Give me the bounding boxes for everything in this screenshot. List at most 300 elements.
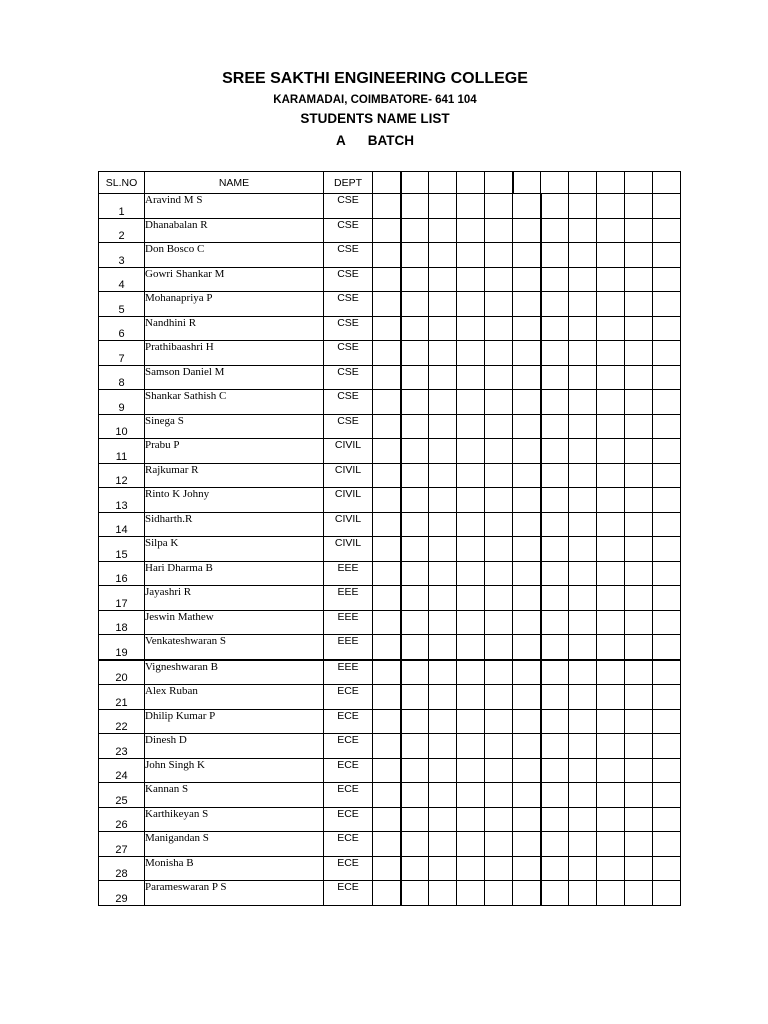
sl-no-cell: 2 [99,218,145,243]
dept-cell: ECE [324,881,373,906]
blank-cell [373,635,401,660]
blank-cell [541,783,569,808]
blank-cell [597,194,625,219]
blank-cell [457,512,485,537]
blank-cell [569,365,597,390]
blank-cell [373,709,401,734]
dept-cell: ECE [324,709,373,734]
blank-cell [653,709,681,734]
blank-cell [457,807,485,832]
sl-no-cell: 26 [99,807,145,832]
student-name-cell: Gowri Shankar M [145,267,324,292]
blank-cell [653,561,681,586]
blank-header-cell [485,172,513,194]
blank-cell [625,390,653,415]
blank-cell [513,194,541,219]
blank-cell [457,341,485,366]
table-row [99,856,681,881]
blank-cell [569,267,597,292]
dept-cell: CSE [324,390,373,415]
blank-cell [597,635,625,660]
blank-cell [513,463,541,488]
student-name-cell: Samson Daniel M [145,365,324,390]
blank-cell [401,856,429,881]
table-row [99,561,681,586]
sl-no-cell: 9 [99,390,145,415]
blank-cell [429,807,457,832]
student-name-cell: Sinega S [145,414,324,439]
student-name-cell: Vigneshwaran B [145,660,324,685]
blank-cell [541,537,569,562]
blank-cell [373,390,401,415]
blank-cell [513,218,541,243]
blank-cell [625,881,653,906]
blank-cell [485,807,513,832]
blank-cell [429,660,457,685]
blank-header-cell [541,172,569,194]
blank-cell [513,586,541,611]
blank-cell [541,439,569,464]
blank-cell [457,586,485,611]
column-header-dept: DEPT [324,172,373,194]
sl-no-cell: 28 [99,856,145,881]
blank-cell [569,685,597,710]
blank-cell [429,537,457,562]
student-name-cell: Shankar Sathish C [145,390,324,415]
blank-cell [541,365,569,390]
blank-cell [457,709,485,734]
blank-cell [513,365,541,390]
table-row [99,316,681,341]
sl-no-cell: 16 [99,561,145,586]
blank-cell [653,292,681,317]
table-row [99,635,681,660]
blank-cell [569,512,597,537]
blank-cell [653,488,681,513]
blank-cell [653,439,681,464]
batch-word: BATCH [367,133,414,148]
blank-cell [373,685,401,710]
blank-cell [457,856,485,881]
students-table [98,171,681,906]
blank-cell [457,660,485,685]
blank-cell [485,832,513,857]
blank-cell [569,390,597,415]
blank-cell [401,512,429,537]
blank-cell [373,243,401,268]
blank-cell [485,561,513,586]
blank-cell [485,267,513,292]
blank-cell [513,488,541,513]
blank-cell [401,881,429,906]
blank-cell [485,365,513,390]
sl-no-cell: 19 [99,635,145,660]
blank-cell [597,292,625,317]
dept-cell: EEE [324,561,373,586]
sl-no-cell: 3 [99,243,145,268]
blank-cell [653,414,681,439]
blank-cell [485,488,513,513]
blank-cell [485,292,513,317]
blank-cell [597,561,625,586]
blank-cell [597,881,625,906]
blank-cell [569,783,597,808]
blank-cell [401,243,429,268]
blank-cell [653,881,681,906]
blank-cell [625,685,653,710]
dept-cell: CIVIL [324,439,373,464]
blank-cell [569,635,597,660]
blank-cell [429,685,457,710]
blank-cell [429,365,457,390]
blank-cell [569,561,597,586]
blank-cell [513,783,541,808]
blank-cell [401,316,429,341]
blank-cell [597,243,625,268]
blank-cell [485,685,513,710]
blank-cell [401,341,429,366]
blank-cell [457,832,485,857]
sl-no-cell: 14 [99,512,145,537]
blank-cell [373,488,401,513]
blank-cell [569,856,597,881]
blank-cell [625,316,653,341]
table-row [99,194,681,219]
dept-cell: CSE [324,243,373,268]
blank-cell [541,832,569,857]
blank-cell [569,610,597,635]
table-row [99,512,681,537]
sl-no-cell: 6 [99,316,145,341]
blank-cell [429,218,457,243]
blank-cell [541,463,569,488]
blank-cell [653,832,681,857]
blank-cell [653,660,681,685]
blank-cell [541,194,569,219]
blank-cell [485,783,513,808]
blank-cell [625,807,653,832]
student-name-cell: Prabu P [145,439,324,464]
blank-cell [429,561,457,586]
blank-cell [625,218,653,243]
table-row [99,218,681,243]
blank-cell [569,243,597,268]
dept-cell: CIVIL [324,512,373,537]
table-row [99,881,681,906]
blank-cell [401,561,429,586]
blank-cell [429,512,457,537]
dept-cell: ECE [324,685,373,710]
blank-cell [485,463,513,488]
sl-no-cell: 18 [99,610,145,635]
student-name-cell: Jeswin Mathew [145,610,324,635]
blank-cell [513,316,541,341]
blank-cell [569,463,597,488]
sl-no-cell: 4 [99,267,145,292]
table-row [99,586,681,611]
blank-cell [485,709,513,734]
blank-cell [653,586,681,611]
blank-cell [541,292,569,317]
blank-header-cell [373,172,401,194]
blank-cell [513,881,541,906]
blank-cell [401,586,429,611]
blank-cell [429,292,457,317]
blank-cell [401,635,429,660]
table-row [99,243,681,268]
table-row [99,832,681,857]
table-row [99,341,681,366]
student-name-cell: Karthikeyan S [145,807,324,832]
blank-cell [569,316,597,341]
blank-cell [485,341,513,366]
blank-cell [485,243,513,268]
blank-cell [597,512,625,537]
blank-cell [457,316,485,341]
blank-cell [541,758,569,783]
blank-cell [485,758,513,783]
blank-cell [541,709,569,734]
blank-cell [597,758,625,783]
blank-cell [541,586,569,611]
blank-cell [597,463,625,488]
blank-cell [569,660,597,685]
blank-cell [513,439,541,464]
student-name-cell: Sidharth.R [145,512,324,537]
blank-cell [457,881,485,906]
student-name-cell: Dhilip Kumar P [145,709,324,734]
blank-cell [625,414,653,439]
batch-line [0,130,750,152]
dept-cell: EEE [324,610,373,635]
student-name-cell: Don Bosco C [145,243,324,268]
dept-cell: EEE [324,586,373,611]
blank-cell [373,194,401,219]
table-row [99,292,681,317]
student-name-cell: Jayashri R [145,586,324,611]
blank-cell [401,807,429,832]
blank-header-cell [569,172,597,194]
blank-cell [429,709,457,734]
table-header-row [99,172,681,194]
table-row [99,390,681,415]
dept-cell: EEE [324,635,373,660]
blank-cell [429,463,457,488]
blank-cell [513,414,541,439]
table-row [99,414,681,439]
blank-cell [653,243,681,268]
blank-cell [569,194,597,219]
blank-cell [485,414,513,439]
blank-cell [625,783,653,808]
blank-cell [597,610,625,635]
blank-cell [597,267,625,292]
blank-cell [401,832,429,857]
blank-cell [457,365,485,390]
blank-cell [569,537,597,562]
blank-cell [373,316,401,341]
blank-cell [429,881,457,906]
blank-cell [569,439,597,464]
blank-cell [625,512,653,537]
student-name-cell: Mohanapriya P [145,292,324,317]
table-row [99,758,681,783]
blank-cell [569,881,597,906]
blank-cell [457,439,485,464]
dept-cell: CSE [324,316,373,341]
blank-cell [485,856,513,881]
blank-cell [653,390,681,415]
dept-cell: ECE [324,832,373,857]
dept-cell: EEE [324,660,373,685]
blank-cell [513,685,541,710]
blank-cell [653,365,681,390]
blank-cell [429,439,457,464]
blank-cell [429,758,457,783]
blank-cell [541,218,569,243]
dept-cell: ECE [324,807,373,832]
blank-cell [625,267,653,292]
student-name-cell: Parameswaran P S [145,881,324,906]
dept-cell: ECE [324,783,373,808]
blank-cell [401,292,429,317]
blank-cell [429,488,457,513]
table-row [99,807,681,832]
blank-cell [457,635,485,660]
blank-cell [457,610,485,635]
blank-cell [373,414,401,439]
blank-cell [541,390,569,415]
blank-cell [401,685,429,710]
blank-cell [429,610,457,635]
student-name-cell: Venkateshwaran S [145,635,324,660]
dept-cell: ECE [324,734,373,759]
blank-cell [429,586,457,611]
blank-cell [653,758,681,783]
dept-cell: CIVIL [324,537,373,562]
blank-cell [541,807,569,832]
sl-no-cell: 10 [99,414,145,439]
blank-cell [373,365,401,390]
dept-cell: ECE [324,856,373,881]
document-header [0,66,750,152]
blank-cell [485,660,513,685]
blank-cell [373,807,401,832]
sl-no-cell: 1 [99,194,145,219]
sl-no-cell: 13 [99,488,145,513]
blank-cell [373,832,401,857]
blank-cell [513,537,541,562]
blank-cell [625,194,653,219]
blank-cell [541,488,569,513]
blank-cell [429,243,457,268]
blank-cell [513,390,541,415]
blank-cell [457,414,485,439]
dept-cell: CSE [324,292,373,317]
student-name-cell: Dinesh D [145,734,324,759]
blank-cell [597,586,625,611]
blank-cell [653,194,681,219]
blank-cell [373,758,401,783]
blank-cell [541,881,569,906]
blank-cell [457,783,485,808]
student-name-cell: Dhanabalan R [145,218,324,243]
blank-cell [625,488,653,513]
student-name-cell: Alex Ruban [145,685,324,710]
blank-cell [653,463,681,488]
blank-cell [457,488,485,513]
blank-cell [597,365,625,390]
blank-cell [401,365,429,390]
blank-cell [625,660,653,685]
table-row [99,488,681,513]
college-address: KARAMADAI, COIMBATORE- 641 104 [273,94,477,106]
blank-cell [373,660,401,685]
blank-cell [569,292,597,317]
blank-cell [401,463,429,488]
blank-header-cell [653,172,681,194]
sl-no-cell: 29 [99,881,145,906]
blank-cell [569,414,597,439]
blank-cell [401,194,429,219]
sl-no-cell: 11 [99,439,145,464]
sl-no-cell: 23 [99,734,145,759]
blank-cell [429,856,457,881]
blank-cell [429,316,457,341]
blank-cell [653,856,681,881]
blank-cell [485,218,513,243]
blank-cell [457,734,485,759]
blank-cell [429,832,457,857]
blank-cell [653,685,681,710]
blank-cell [401,439,429,464]
blank-cell [597,709,625,734]
sl-no-cell: 5 [99,292,145,317]
table-row [99,365,681,390]
blank-cell [597,218,625,243]
blank-cell [457,292,485,317]
blank-cell [569,586,597,611]
blank-header-cell [457,172,485,194]
blank-cell [373,292,401,317]
blank-cell [625,365,653,390]
blank-cell [513,243,541,268]
blank-cell [373,218,401,243]
student-name-cell: Nandhini R [145,316,324,341]
dept-cell: CSE [324,365,373,390]
blank-cell [653,610,681,635]
blank-cell [597,488,625,513]
blank-cell [597,660,625,685]
blank-cell [457,537,485,562]
blank-cell [457,390,485,415]
blank-cell [597,734,625,759]
sl-no-cell: 17 [99,586,145,611]
blank-cell [485,881,513,906]
table-row [99,660,681,685]
blank-cell [401,488,429,513]
blank-cell [513,267,541,292]
blank-cell [401,734,429,759]
blank-cell [485,439,513,464]
table-row [99,267,681,292]
blank-cell [429,783,457,808]
blank-cell [513,292,541,317]
blank-cell [597,685,625,710]
sl-no-cell: 12 [99,463,145,488]
blank-cell [401,390,429,415]
blank-cell [401,783,429,808]
